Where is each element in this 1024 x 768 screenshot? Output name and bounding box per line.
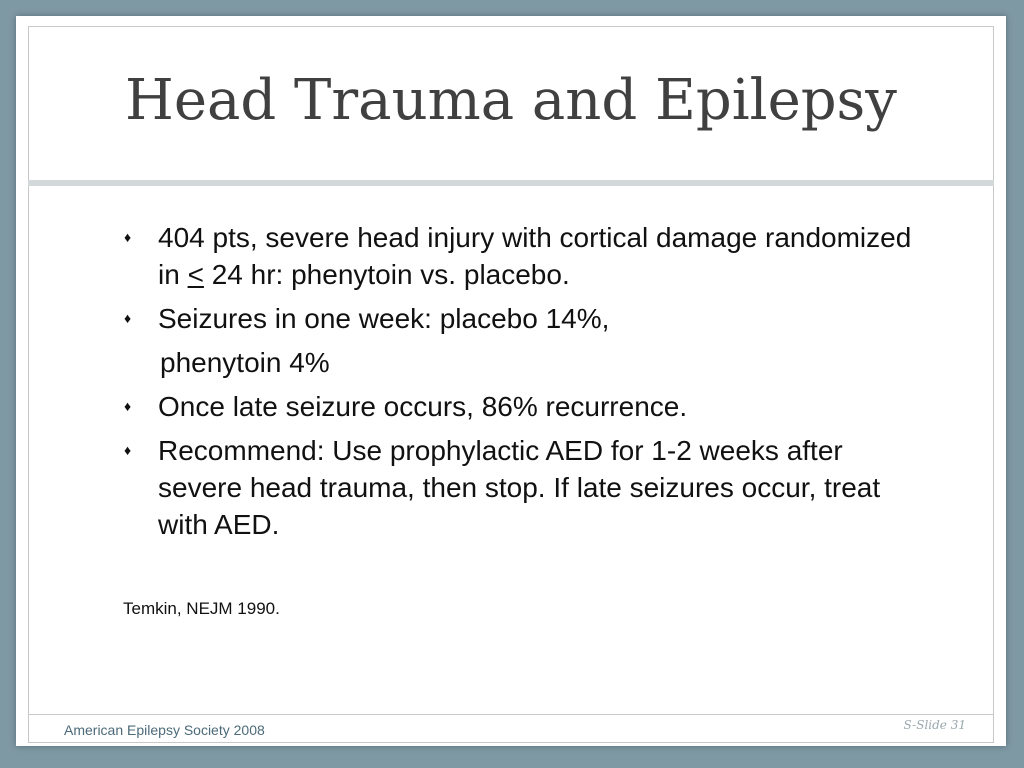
slide-number: S-Slide 31 [903,718,966,732]
bullet-text: Once late seizure occurs, 86% recurrence. [158,391,688,422]
bullet-text-underlined: < [187,259,204,290]
slide [16,16,1006,746]
bullet-item [118,219,928,293]
bullet-text: 404 pts, severe head injury with cortical damage randomized in [158,222,912,290]
bullet-text: 24 hr: phenytoin vs. placebo. [203,259,570,290]
bullet-continuation [118,344,928,381]
diamond-bullet-icon: ♦ [124,229,132,245]
bullet-item [118,300,928,337]
slide-title: Head Trauma and Epilepsy [125,68,897,133]
title-divider [28,180,994,186]
bullet-item [118,388,928,425]
bullet-text: Seizures in one week: placebo 14%, [158,303,610,334]
diamond-bullet-icon: ♦ [124,310,132,326]
bullet-text: Recommend: Use prophylactic AED for 1-2 weeks after severe head trauma, then stop. If late seizures occur, treat with AED. [158,435,881,540]
bullet-text: phenytoin 4% [160,347,330,378]
bullet-list [118,219,928,550]
citation: Temkin, NEJM 1990. [123,599,280,618]
footer-divider [28,714,994,715]
diamond-bullet-icon: ♦ [124,398,132,414]
diamond-bullet-icon: ♦ [124,442,132,458]
footer-organization: American Epilepsy Society 2008 [64,722,265,738]
bullet-item [118,432,928,543]
